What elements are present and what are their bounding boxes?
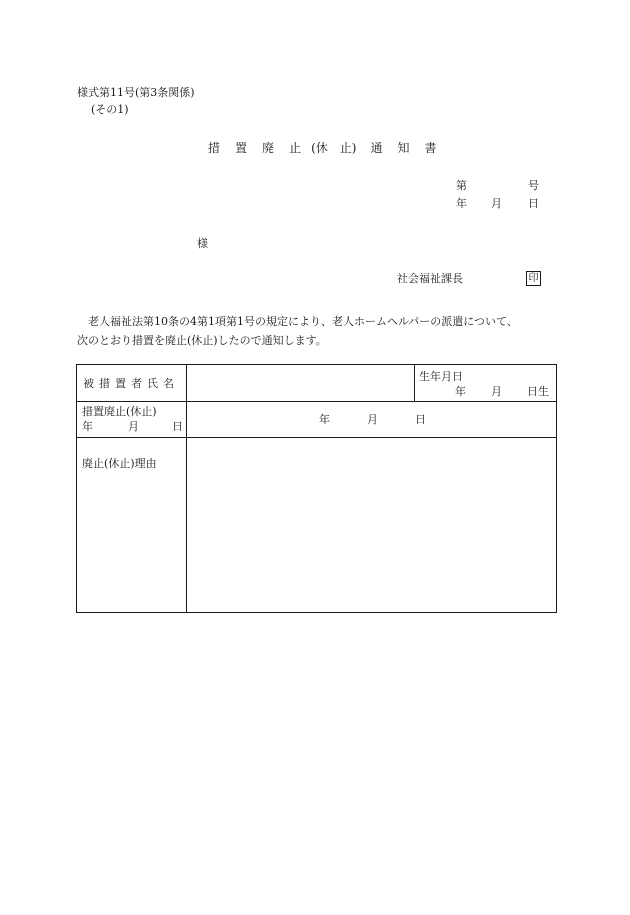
notice-body-line1: 老人福祉法第10条の4第1項第1号の規定により、老人ホームヘルパーの派遣について、 xyxy=(88,315,518,328)
doc-number-suffix: 号 xyxy=(528,179,539,192)
document-title xyxy=(208,142,436,154)
date-label-cell xyxy=(77,402,187,438)
discontinue-date-value-cell[interactable] xyxy=(187,402,557,438)
birthdate-cell[interactable] xyxy=(415,365,557,402)
birth-month: 月 xyxy=(491,385,502,398)
reason-value-cell[interactable] xyxy=(187,438,557,613)
birth-day: 日生 xyxy=(527,385,549,398)
reason-label-cell xyxy=(77,438,187,613)
reason-label: 廃止(休止)理由 xyxy=(82,457,157,470)
notice-body xyxy=(77,312,557,350)
birthdate-label: 生年月日 xyxy=(419,370,463,383)
birth-year: 年 xyxy=(455,385,466,398)
recipient-honorific: 様 xyxy=(197,237,208,250)
discontinue-date-label: 措置廃止(休止) xyxy=(82,405,157,418)
notice-table xyxy=(76,364,557,613)
table-row-reason xyxy=(77,438,557,613)
table-row-name xyxy=(77,365,557,402)
title-char: 知 xyxy=(397,141,410,155)
value-year: 年 xyxy=(319,413,330,426)
title-char: 書 xyxy=(424,141,437,155)
title-char: 置 xyxy=(235,141,248,155)
table-row-date xyxy=(77,402,557,438)
title-char: (休 xyxy=(311,141,328,155)
doc-number-prefix: 第 xyxy=(456,179,467,192)
title-char: 通 xyxy=(370,141,383,155)
title-char: 措 xyxy=(208,141,221,155)
label-month: 月 xyxy=(128,420,139,433)
issuer-title: 社会福祉課長 xyxy=(397,272,463,285)
title-char: 止) xyxy=(339,141,357,155)
label-day: 日 xyxy=(172,420,183,433)
name-label-cell xyxy=(77,365,187,402)
name-label: 被措置者氏名 xyxy=(83,377,179,390)
value-month: 月 xyxy=(367,413,378,426)
seal-mark: 印 xyxy=(526,271,541,286)
title-char: 止 xyxy=(289,141,302,155)
label-year: 年 xyxy=(82,420,93,433)
value-day: 日 xyxy=(415,413,426,426)
date-month: 月 xyxy=(491,197,502,210)
form-number: 様式第11号(第3条関係) xyxy=(77,86,195,99)
date-year: 年 xyxy=(456,197,467,210)
notice-body-line2: 次のとおり措置を廃止(休止)したので通知します。 xyxy=(77,334,327,347)
form-sub-number: (その1) xyxy=(91,103,129,116)
name-value-cell[interactable] xyxy=(187,365,415,402)
title-char: 廃 xyxy=(262,141,275,155)
date-day: 日 xyxy=(528,197,539,210)
